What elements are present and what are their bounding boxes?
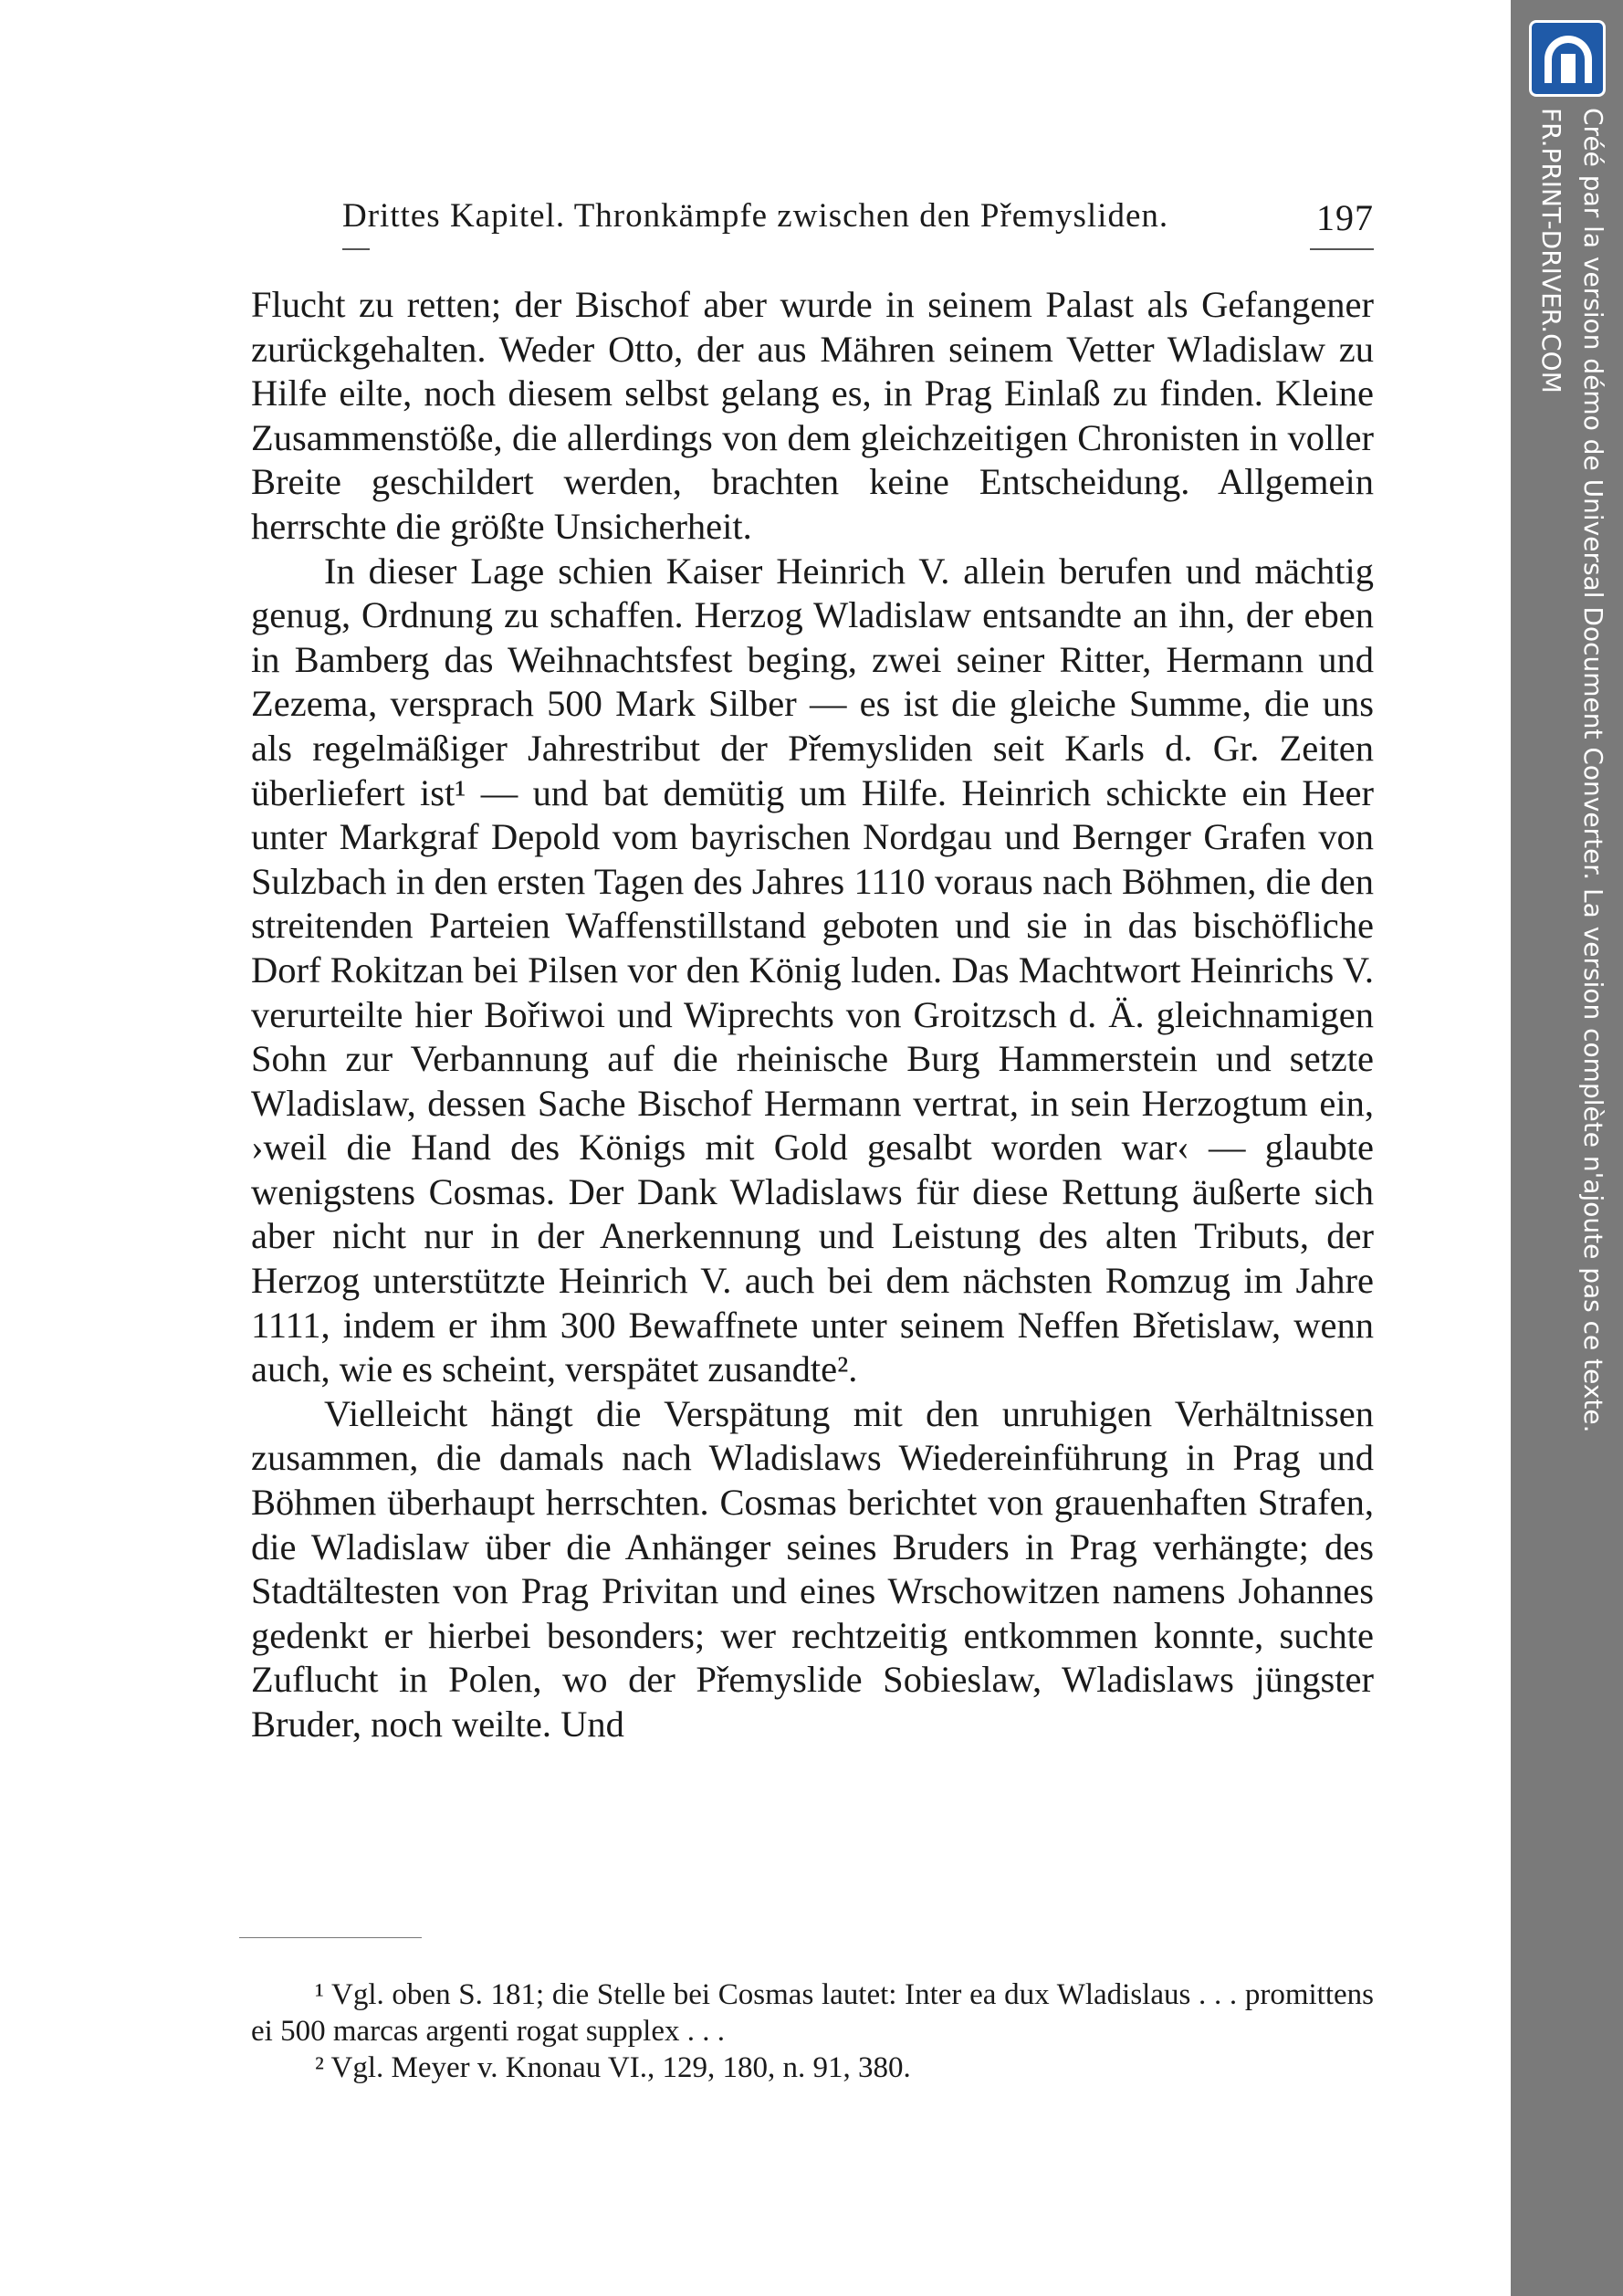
watermark-url: FR.PRINT-DRIVER.COM <box>1536 108 1566 393</box>
paragraph-3: Vielleicht hängt die Verspätung mit den unruhigen Verhältnissen zusammen, die damals nach Wladislaws Wiedereinführung in Prag und Böhmen überhaupt herrschten. Cosmas berichtet von grauenhaften Strafen, die Wladislaw über die Anhänger seines Bruders in Prag verhängte; des Stadtältesten von Prag Privitan und eines Wrschowitzen namens Johannes gedenkt er hierbei besonders; wer rechtzeitig entkommen konnte, suchte Zuflucht in Polen, wo der Přemyslide Sobieslaw, Wladislaws jüngster Bruder, noch weilte. Und <box>251 1392 1374 1745</box>
footnote-rule <box>239 1937 422 1938</box>
body-text <box>251 283 1374 1747</box>
watermark-text <box>1523 108 1614 1459</box>
watermark-notice: Créé par la version démo de Universal Document Converter. La version complète n'ajoute pas ce texte. <box>1578 108 1608 1433</box>
paragraph-2: In dieser Lage schien Kaiser Heinrich V. allein berufen und mächtig genug, Ordnung zu schaffen. Herzog Wladislaw entsandte an ihn, der eben in Bamberg das Weihnachtsfest beging, zwei seiner Ritter, Hermann und Zezema, versprach 500 Mark Silber — es ist die gleiche Summe, die uns als regelmäßiger Jahrestribut der Přemysliden seit Karls d. Gr. Zeiten überliefert ist¹ — und bat demütig um Hilfe. Heinrich schickte ein Heer unter Markgraf Depold vom bayrischen Nordgau und Bernger Grafen von Sulzbach in den ersten Tagen des Jahres 1110 voraus nach Böhmen, die den streitenden Parteien Waffenstillstand geboten und sie in das bischöfliche Dorf Rokitzan bei Pilsen vor den König luden. Das Machtwort Heinrichs V. verurteilte hier Bořiwoi und Wiprechts von Groitzsch d. Ä. gleichnamigen Sohn zur Verbannung auf die rheinische Burg Hammerstein und setzte Wladislaw, dessen Sache Bischof Hermann vertrat, in sein Herzogtum ein, ›weil die Hand des Königs mit Gold gesalbt worden war‹ — glaubte wenigstens Cosmas. Der Dank Wladislaws für diese Rettung äußerte sich aber nicht nur in der Anerkennung und Leistung des alten Tributs, der Herzog unterstützte Heinrich V. auch bei dem nächsten Romzug im Jahre 1111, indem er ihm 300 Bewaffnete unter seinem Neffen Břetislaw, wenn auch, wie es scheint, verspätet zusandte². <box>251 550 1374 1390</box>
running-head <box>342 196 1374 251</box>
udc-logo-icon <box>1529 20 1606 97</box>
paragraph-1: Flucht zu retten; der Bischof aber wurde in seinem Palast als Gefangener zurückgehalten. Weder Otto, der aus Mähren seinem Vetter Wladislaw zu Hilfe eilte, noch diesem selbst gelang es, in Prag Einlaß zu finden. Kleine Zusammenstöße, die allerdings von dem gleichzeitigen Chronisten in voller Breite geschildert werden, brachten keine Entscheidung. Allgemein herrschte die größte Unsicherheit. <box>251 284 1374 547</box>
running-head-title: Drittes Kapitel. Thronkämpfe zwischen den Přemysliden. <box>342 197 1169 235</box>
footnote-1: ¹ Vgl. oben S. 181; die Stelle bei Cosmas lautet: Inter ea dux Wladislaus . . . promittens ei 500 marcas argenti rogat supplex . . . <box>251 1978 1374 2048</box>
footnotes <box>251 1976 1374 2086</box>
header-rule <box>342 248 1374 250</box>
page-number: 197 <box>1316 197 1374 238</box>
footnote-2: ² Vgl. Meyer v. Knonau VI., 129, 180, n. 91, 380. <box>315 2051 911 2084</box>
